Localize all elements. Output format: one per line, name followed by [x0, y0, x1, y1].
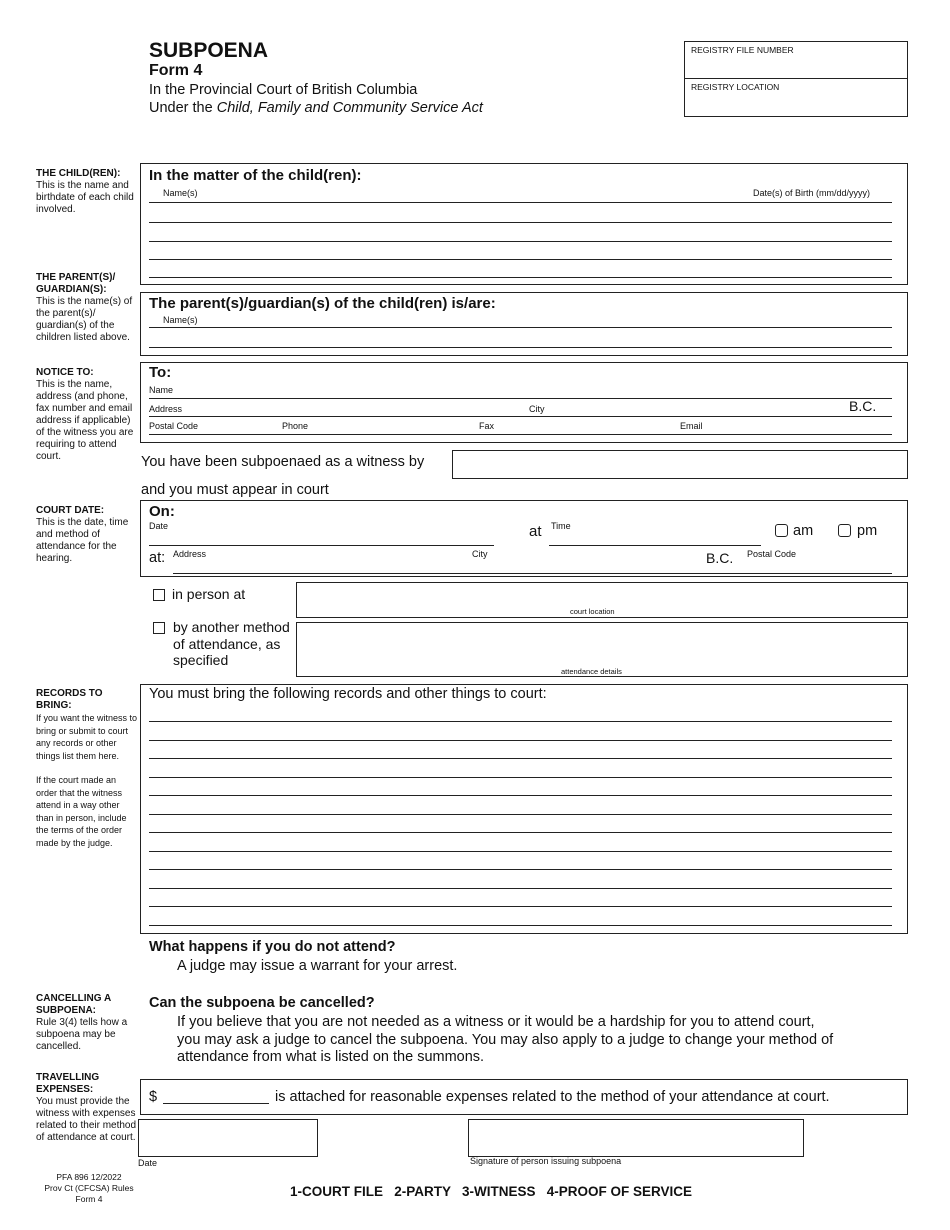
children-line-3[interactable] — [149, 241, 892, 242]
info-a2-line-3: attendance from what is listed on the summons. — [177, 1049, 485, 1065]
children-line-2[interactable] — [149, 222, 892, 223]
sidebar-parents — [36, 272, 136, 344]
info-a2-line-2: you may ask a judge to cancel the subpoena. You may also apply to a judge to change your method of — [177, 1031, 834, 1048]
sidebar-court-date — [36, 505, 136, 565]
footer-code: PFA 896 12/2022 — [56, 1172, 122, 1182]
signature-field[interactable] — [468, 1119, 804, 1157]
sidebar-notice-text: This is the name, address (and phone, fax number and email address if applicable) of the witness you are requiring to attend court. — [36, 379, 134, 462]
sidebar-travelling — [36, 1072, 138, 1144]
sidebar-parents-heading-2: GUARDIAN(S): — [36, 284, 107, 295]
records-line[interactable] — [149, 795, 892, 796]
sidebar-parents-text: This is the name(s) of the parent(s)/ guardian(s) of the children listed above. — [36, 296, 133, 343]
children-names-label: Name(s) — [163, 188, 198, 198]
expense-amount-field[interactable] — [163, 1103, 269, 1104]
in-person-label: in person at — [172, 586, 246, 602]
sidebar-notice — [36, 367, 136, 463]
records-section — [140, 684, 908, 934]
sidebar-records — [36, 688, 138, 849]
children-line-5[interactable] — [149, 277, 892, 278]
sidebar-records-heading-2: BRING: — [36, 700, 72, 711]
children-line-4[interactable] — [149, 259, 892, 260]
attendance-details-field[interactable] — [296, 622, 908, 677]
court-location-label: court location — [570, 607, 615, 616]
records-line[interactable] — [149, 740, 892, 741]
on-time-line[interactable] — [549, 545, 761, 546]
expenses-text: is attached for reasonable expenses related to the method of your attendance at court. — [275, 1089, 830, 1105]
sidebar-children-text: This is the name and birthdate of each child involved. — [36, 180, 134, 215]
to-name-label: Name — [149, 385, 174, 395]
parents-section — [140, 292, 908, 356]
registry-location-field[interactable] — [684, 78, 908, 117]
footer-copies: 1-COURT FILE 2-PARTY 3-WITNESS 4-PROOF OF SERVICE — [290, 1184, 693, 1199]
records-line[interactable] — [149, 851, 892, 852]
info-a2 — [177, 1014, 833, 1067]
on-section — [140, 500, 908, 577]
date-label: Date — [138, 1158, 158, 1168]
to-contact-line[interactable] — [149, 434, 892, 435]
to-fax-label: Fax — [479, 421, 495, 431]
children-section — [140, 163, 908, 285]
records-line[interactable] — [149, 814, 892, 815]
records-line[interactable] — [149, 906, 892, 907]
to-phone-label: Phone — [282, 421, 309, 431]
registry-file-number-label: REGISTRY FILE NUMBER — [691, 45, 794, 55]
form-title: SUBPOENA — [149, 39, 269, 62]
to-bc: B.C. — [849, 398, 877, 414]
sidebar-travelling-heading-2: EXPENSES: — [36, 1084, 94, 1095]
signature-label: Signature of person issuing subpoena — [470, 1156, 622, 1166]
sidebar-travelling-text: You must provide the witness with expenses related to their method of attendance at court. — [36, 1096, 137, 1143]
subpoenaed-by-field[interactable] — [452, 450, 908, 479]
date-field[interactable] — [138, 1119, 318, 1157]
footer-form-info — [34, 1172, 144, 1205]
records-line[interactable] — [149, 888, 892, 889]
info-a2-line-1: If you believe that you are not needed as a witness or it would be a hardship for you to attend court, — [177, 1014, 815, 1030]
to-address-line[interactable] — [149, 416, 892, 417]
parents-names-label: Name(s) — [163, 315, 198, 325]
sidebar-notice-heading: NOTICE TO: — [36, 367, 94, 378]
children-dob-label: Date(s) of Birth (mm/dd/yyyy) — [753, 188, 871, 198]
on-at-text: at — [529, 523, 542, 540]
sidebar-court-date-text: This is the date, time and method of attendance for the hearing. — [36, 517, 129, 564]
records-line[interactable] — [149, 869, 892, 870]
sidebar-records-heading-1: RECORDS TO — [36, 688, 103, 699]
info-a1: A judge may issue a warrant for your arrest. — [177, 958, 458, 974]
sidebar-court-date-heading: COURT DATE: — [36, 505, 105, 516]
footer-form: Form 4 — [75, 1194, 103, 1204]
in-person-checkbox[interactable] — [153, 589, 165, 601]
parents-title: The parent(s)/guardian(s) of the child(ren) is/are: — [149, 295, 496, 312]
on-city-label: City — [472, 549, 488, 559]
sidebar-records-text-1: If you want the witness to bring or submit to court any records or other things list them here. — [36, 713, 138, 761]
sidebar-records-text-2: If the court made an order that the witness attend in a way other than in person, include the terms of the order made by the judge. — [36, 775, 127, 848]
other-method-line-2: of attendance, as — [173, 635, 281, 652]
pm-label: pm — [857, 523, 878, 539]
form-number: Form 4 — [149, 62, 203, 79]
parents-line-1[interactable] — [149, 327, 892, 328]
expenses-section — [140, 1079, 908, 1115]
sidebar-cancelling-text: Rule 3(4) tells how a subpoena may be cancelled. — [36, 1017, 128, 1052]
on-date-line[interactable] — [149, 545, 494, 546]
to-email-label: Email — [680, 421, 703, 431]
info-q2: Can the subpoena be cancelled? — [149, 995, 375, 1011]
other-method-line-3: specified — [173, 652, 229, 668]
to-address-label: Address — [149, 404, 183, 414]
sidebar-cancelling-heading-1: CANCELLING A — [36, 993, 112, 1004]
other-method-label — [173, 619, 290, 669]
subpoenaed-text: You have been subpoenaed as a witness by — [141, 454, 425, 470]
records-title: You must bring the following records and other things to court: — [149, 686, 547, 702]
to-title: To: — [149, 364, 172, 381]
registry-file-number-field[interactable] — [684, 41, 908, 79]
on-at2-text: at: — [149, 550, 166, 566]
am-checkbox[interactable] — [775, 524, 788, 537]
on-address-label: Address — [173, 549, 207, 559]
sidebar-children-heading: THE CHILD(REN): — [36, 168, 121, 179]
on-date-label: Date — [149, 521, 169, 531]
sidebar-travelling-heading-1: TRAVELLING — [36, 1072, 100, 1083]
court-location-field[interactable] — [296, 582, 908, 618]
to-section — [140, 362, 908, 443]
act-prefix: Under the — [149, 100, 217, 116]
records-line[interactable] — [149, 832, 892, 833]
records-line[interactable] — [149, 758, 892, 759]
court-name: In the Provincial Court of British Columbia — [149, 82, 418, 98]
registry-location-label: REGISTRY LOCATION — [691, 82, 780, 92]
records-line[interactable] — [149, 777, 892, 778]
appear-text: and you must appear in court — [141, 482, 329, 498]
on-postal-label: Postal Code — [747, 549, 797, 559]
pm-checkbox[interactable] — [838, 524, 851, 537]
on-time-label: Time — [551, 521, 571, 531]
records-line[interactable] — [149, 925, 892, 926]
on-title: On: — [149, 503, 175, 520]
to-postal-label: Postal Code — [149, 421, 199, 431]
sidebar-parents-heading-1: THE PARENT(S)/ — [36, 272, 116, 283]
info-q1: What happens if you do not attend? — [149, 939, 396, 955]
other-method-checkbox[interactable] — [153, 622, 165, 634]
on-address-line[interactable] — [173, 573, 892, 574]
to-city-label: City — [529, 404, 545, 414]
on-bc: B.C. — [706, 550, 734, 566]
parents-line-2[interactable] — [149, 347, 892, 348]
sidebar-cancelling-heading-2: SUBPOENA: — [36, 1005, 97, 1016]
children-title: In the matter of the child(ren): — [149, 167, 362, 184]
act-name: Child, Family and Community Service Act — [216, 100, 483, 116]
footer-rules: Prov Ct (CFCSA) Rules — [44, 1183, 134, 1193]
to-name-line[interactable] — [149, 398, 892, 399]
attendance-details-label: attendance details — [561, 667, 622, 676]
dollar-sign: $ — [149, 1089, 158, 1105]
sidebar-children — [36, 168, 136, 216]
children-line-1[interactable] — [149, 202, 892, 203]
act-line — [149, 100, 483, 116]
records-line[interactable] — [149, 721, 892, 722]
sidebar-cancelling — [36, 993, 136, 1053]
am-label: am — [793, 523, 814, 539]
other-method-line-1: by another method — [173, 619, 290, 635]
